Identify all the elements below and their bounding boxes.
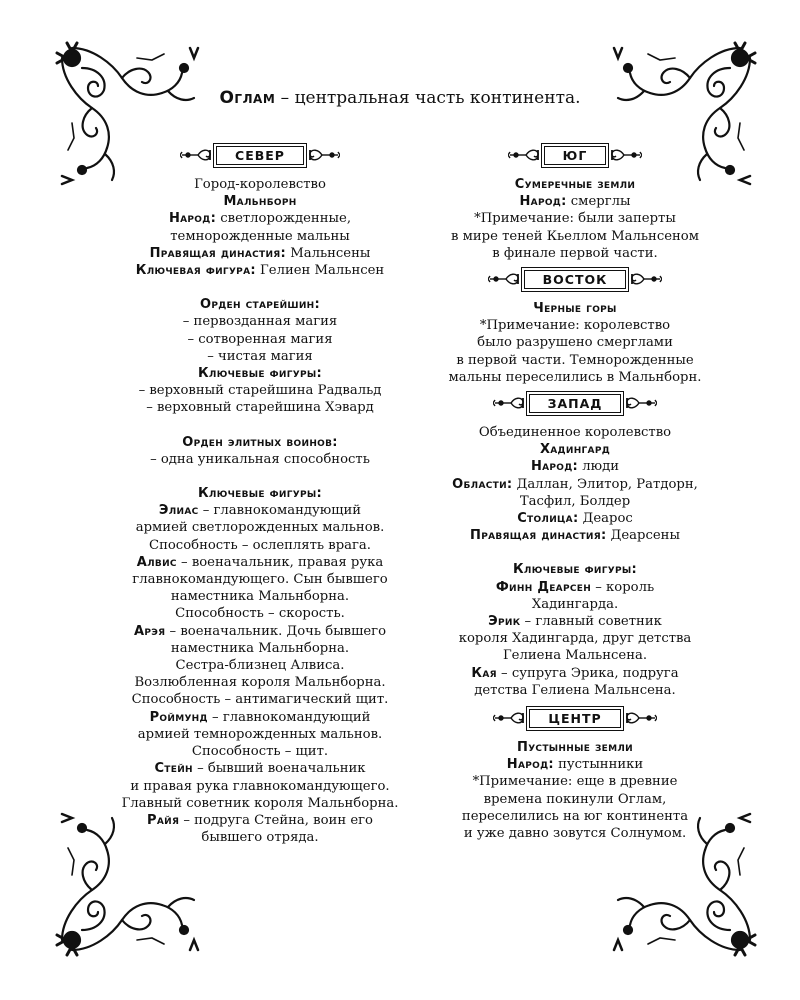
list-line: переселились на юг континента: [461, 808, 689, 824]
scroll-ornament-icon: [508, 146, 542, 164]
figure-line: Способность – щит.: [191, 744, 329, 760]
list-line: в первой части. Темнорожденные: [456, 352, 694, 368]
figure-name: Райя: [147, 812, 180, 828]
figure-line: Способность – антимагический щит.: [131, 692, 389, 708]
figure-line: Арэя – военачальник. Дочь бывшего: [133, 623, 387, 639]
east-note: [425, 317, 725, 386]
figure-name: Алвис: [136, 554, 177, 570]
south-banner: ЮГ: [425, 142, 725, 168]
figure-line: Роймунд – главнокомандующий: [149, 709, 371, 725]
center-note: [425, 773, 725, 842]
center-banner: ЦЕНТР: [425, 705, 725, 731]
warriors-list: [95, 451, 425, 468]
north-column: СЕВЕР Город-королевство Мальнборн Народ: светлорожденные, темнорожденные мальны Правящая династия: Мальнсены Ключевая фигура: Гелиен Мальнсен Орден старейшин: – первозданная магия – сотворенная магия – чистая магия Ключевые фигуры: – верховный старейшина Радвальд – верховный старейшина Хэвард Орден элитных воинов: – одна уникальная способность Ключевые фигуры: Элиас – главнокомандующий армией светлорожденных мальнов. Способность – ослеплять врага. Алвис – военачальник, правая рука главнокомандующего. Сын бывшего наместника Мальнборна. Способность – скорость. Арэя – военачальник. Дочь бывшего наместника Мальнборна. Сестра-близнец Алвиса. Возлюбленная короля Мальнборна. Способность – антимагический щит. Роймунд – главнокомандующий армией темнорожденных мальнов. Способность – щит. Стейн – бывший военачальник и правая рука главнокомандующего. Главный советник короля Мальнборна. Райя – подруга Стейна, воин его бывшего отряда.: [95, 142, 425, 846]
figure-line: Кая – супруга Эрика, подруга: [471, 665, 679, 681]
figure-name: Роймунд: [149, 709, 208, 725]
figure-line: наместника Мальнборна.: [170, 589, 350, 605]
figure-name: Арэя: [133, 623, 166, 639]
figure-name: Кая: [471, 665, 497, 681]
figure-line: Способность – ослеплять врага.: [148, 537, 371, 553]
warriors-title: Орден элитных воинов:: [182, 434, 338, 450]
list-line: и уже давно зовутся Солнумом.: [463, 826, 687, 842]
list-line: времена покинули Оглам,: [483, 791, 667, 807]
figure-line: детства Гелиена Мальнсена.: [474, 682, 676, 698]
figure-line: армией темнорожденных мальнов.: [137, 726, 383, 742]
figure-line: Эрик – главный советник: [488, 614, 662, 630]
figure-name: Элиас: [158, 503, 199, 519]
list-line: – верховный старейшина Хэвард: [146, 400, 374, 416]
list-line: – верховный старейшина Радвальд: [138, 383, 382, 399]
list-line: в финале первой части.: [492, 245, 658, 261]
figures-title: Ключевые фигуры:: [198, 486, 322, 502]
list-line: – сотворенная магия: [187, 331, 333, 347]
figure-line: главнокомандующего. Сын бывшего: [132, 572, 388, 588]
figure-line: Сестра-близнец Алвиса.: [175, 658, 345, 674]
list-line: было разрушено смерглами: [477, 335, 673, 351]
scroll-ornament-icon: [623, 709, 657, 727]
figure-line: Возлюбленная короля Мальнборна.: [134, 675, 386, 691]
figures-list: [95, 502, 425, 846]
list-line: – одна уникальная способность: [150, 451, 370, 467]
scroll-ornament-icon: [180, 146, 214, 164]
list-line: *Примечание: были заперты: [474, 211, 676, 227]
list-line: мальны переселились в Мальнборн.: [448, 369, 702, 385]
scroll-ornament-icon: [623, 394, 657, 412]
west-banner: ЗАПАД: [425, 390, 725, 416]
list-line: в мире теней Кьеллом Мальнсеном: [451, 228, 699, 244]
scroll-ornament-icon: [608, 146, 642, 164]
figure-line: Способность – скорость.: [175, 606, 345, 622]
scroll-ornament-icon: [306, 146, 340, 164]
west-figures-list: [425, 579, 725, 699]
figure-line: Стейн – бывший военачальник: [154, 761, 366, 777]
figure-name: Стейн: [154, 761, 193, 777]
city-name: Мальнборн: [223, 194, 297, 210]
figure-line: Хадингарда.: [531, 596, 619, 612]
page-title: Оглам – центральная часть континента.: [219, 88, 581, 108]
east-banner: ВОСТОК: [425, 266, 725, 292]
list-line: – чистая магия: [207, 348, 313, 364]
figure-line: армией светлорожденных мальнов.: [135, 520, 385, 536]
list-line: *Примечание: королевство: [479, 318, 671, 334]
list-line: *Примечание: еще в древние: [472, 774, 678, 790]
scroll-ornament-icon: [493, 394, 527, 412]
figure-line: Гелиена Мальнсена.: [502, 648, 648, 664]
figure-line: Главный советник короля Мальнборна.: [121, 795, 399, 811]
elders-list: [95, 313, 425, 365]
south-note: [425, 210, 725, 262]
figure-name: Финн Деарсен: [495, 579, 592, 595]
north-banner: СЕВЕР: [95, 142, 425, 168]
figure-line: бывшего отряда.: [201, 830, 319, 846]
figure-line: Элиас – главнокомандующий: [158, 503, 362, 519]
scroll-ornament-icon: [488, 270, 522, 288]
figure-line: и правая рука главнокомандующего.: [130, 778, 390, 794]
figure-line: Алвис – военачальник, правая рука: [136, 554, 384, 570]
scroll-ornament-icon: [628, 270, 662, 288]
south-column: ЮГ Сумеречные земли Народ: смерглы *Примечание: были заперты в мире теней Кьеллом Мальнсеном в финале первой части. ВОСТОК Черные горы *Примечание: королевство было разрушено смерглами в первой части. Темнорожденные мальны переселились в Мальнборн. ЗАПАД Объединенное королевство Хадингард Народ: люди Области: Даллан, Элитор, Ратдорн, Тасфил, Болдер Столица: Деарос Правящая династия: Деарсены Ключевые фигуры: Финн Деарсен – король Хадингарда. Эрик – главный советник короля Хадингарда, друг детства Гелиена Мальнсена. Кая – супруга Эрика, подруга детства Гелиена Мальнсена. ЦЕНТР Пустынные земли Народ: пустынники *Примечание: еще в древние времена покинули Оглам, переселились на юг континента и уже давно зовутся Солнумом.: [425, 142, 725, 842]
scroll-ornament-icon: [493, 709, 527, 727]
elders-key-list: [95, 382, 425, 416]
figure-line: наместника Мальнборна.: [170, 640, 350, 656]
elders-title: Орден старейшин:: [199, 297, 321, 313]
figure-line: короля Хадингарда, друг детства: [458, 631, 692, 647]
figure-line: Финн Деарсен – король: [495, 579, 655, 595]
list-line: – первозданная магия: [182, 314, 338, 330]
figure-name: Эрик: [488, 614, 521, 630]
figure-line: Райя – подруга Стейна, воин его: [147, 812, 373, 828]
